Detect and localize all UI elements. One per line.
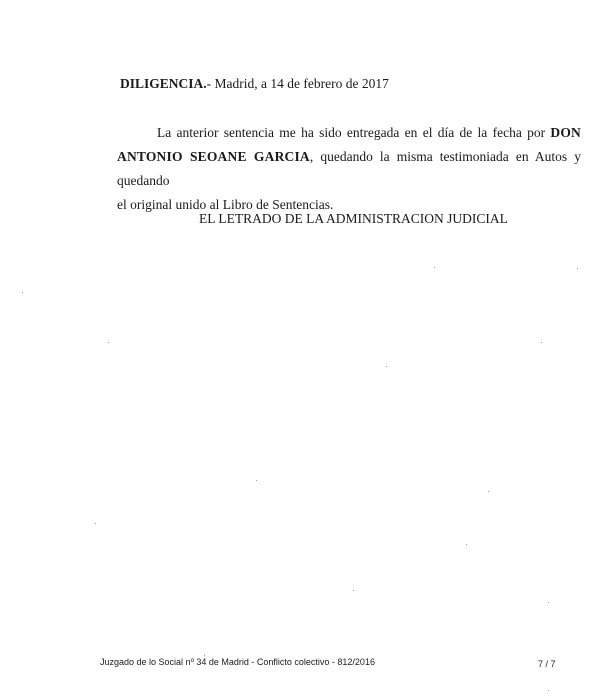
scan-speck xyxy=(256,480,257,481)
scan-speck xyxy=(95,523,96,524)
scan-speck xyxy=(22,292,23,293)
signature-title: EL LETRADO DE LA ADMINISTRACION JUDICIAL xyxy=(199,211,508,226)
scan-speck xyxy=(204,655,205,656)
diligencia-heading xyxy=(120,76,389,92)
body-line-1 xyxy=(117,121,581,145)
body-text-intro: La anterior sentencia me ha sido entregada en el día de la fecha por xyxy=(157,125,551,140)
footer-page-number: 7 / 7 xyxy=(538,659,556,669)
scan-speck xyxy=(488,491,489,492)
footer-court-reference: Juzgado de lo Social nº 34 de Madrid - Conflicto colectivo - 812/2016 xyxy=(100,657,375,667)
body-text-middle: , quedando la misma testimoniada en Autos y quedando xyxy=(117,149,581,188)
scan-speck xyxy=(434,267,435,268)
diligencia-date: - Madrid, a 14 de febrero de 2017 xyxy=(206,76,389,91)
recipient-name-part-1: DON xyxy=(550,125,581,140)
scan-speck xyxy=(548,690,549,691)
body-line-3: el original unido al Libro de Sentencias. xyxy=(117,197,334,212)
scan-speck xyxy=(353,590,354,591)
scan-speck xyxy=(466,544,467,545)
scan-speck xyxy=(548,602,549,603)
diligencia-label: DILIGENCIA. xyxy=(120,76,207,91)
body-line-2 xyxy=(117,145,581,193)
scan-speck xyxy=(108,342,109,343)
scan-speck xyxy=(577,268,578,269)
scan-speck xyxy=(541,342,542,343)
diligencia-body xyxy=(117,121,581,217)
recipient-name-part-2: ANTONIO SEOANE GARCIA xyxy=(117,149,310,164)
scan-speck xyxy=(386,366,387,367)
